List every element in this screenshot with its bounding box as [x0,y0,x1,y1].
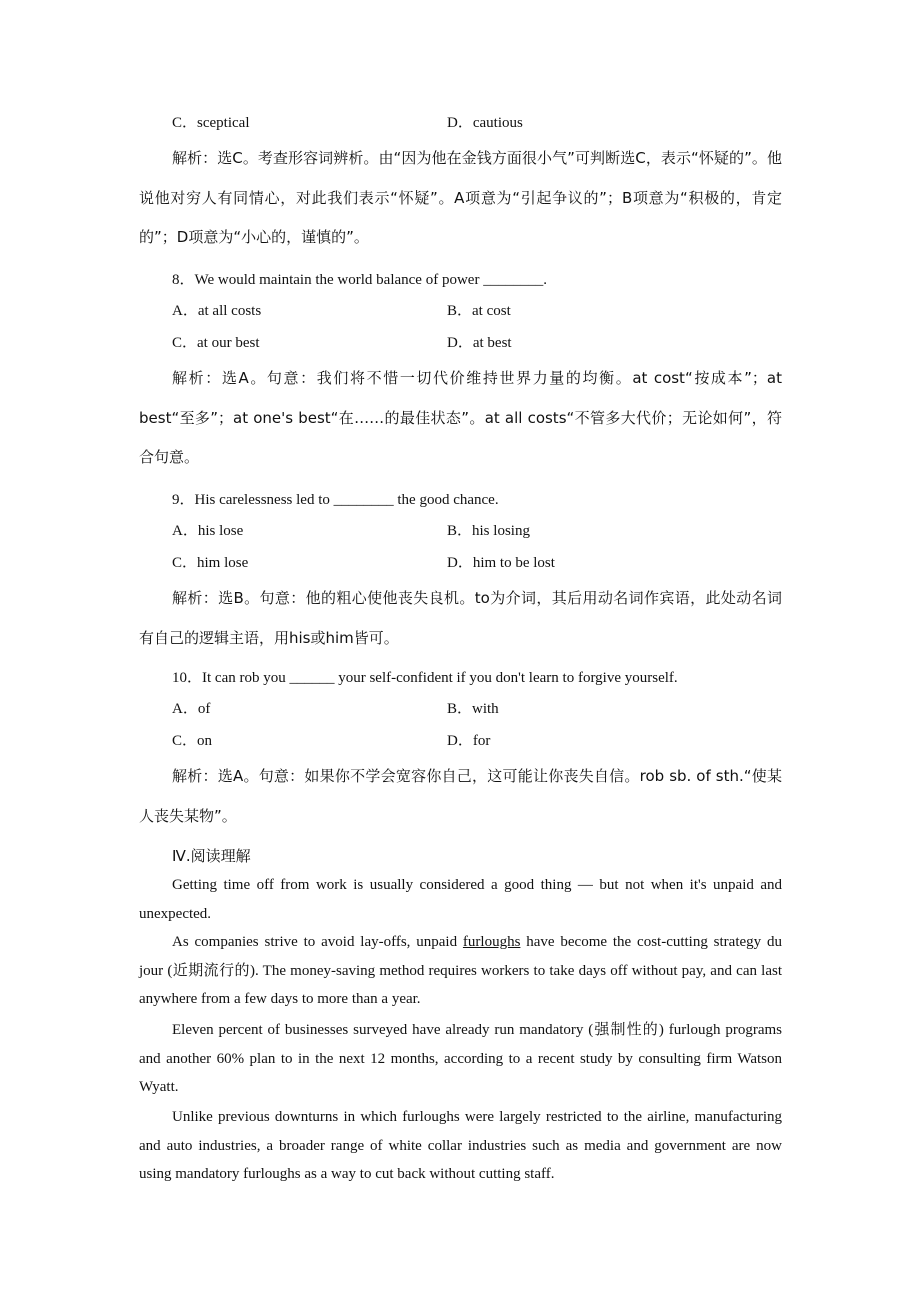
q10-option-d [447,731,490,751]
q10-analysis: 解析：选A。句意：如果你不学会宽容你自己，这可能让你丧失自信。rob sb. of sth.“使某人丧失某物”。 [139,767,782,825]
option-text: with [472,701,499,717]
option-text: at best [472,335,512,351]
option-text: on [197,733,213,749]
option-label: C． [172,555,198,571]
q8-stem: 8．We would maintain the world balance of power ________. [172,272,547,288]
q7-option-c [172,113,250,133]
q10-stem: 10．It can rob you ______ your self-confident if you don't learn to forgive yourself. [172,670,678,686]
q9-option-a [172,521,243,541]
reading-paragraph-1: Getting time off from work is usually considered a good thing — but not when it's unpaid and unexpected. [139,877,782,922]
option-label: C． [172,733,198,749]
option-text: him lose [197,555,249,571]
option-text: him to be lost [472,555,555,571]
q9-option-b [447,521,530,541]
option-text: cautious [472,115,523,131]
option-text: at our best [197,335,260,351]
option-label: C． [172,335,198,351]
q7-option-d [447,113,523,133]
q10-option-b [447,699,499,719]
option-label: B． [447,303,473,319]
option-label: D． [447,335,473,351]
q10-option-c [172,731,212,751]
option-label: C． [172,115,198,131]
underlined-word: furloughs [462,934,521,950]
q8-option-d [447,333,512,353]
text-span: As companies strive to avoid lay-offs, unpaid [172,934,463,950]
option-text: for [472,733,491,749]
q7-analysis: 解析：选C。考查形容词辨析。由“因为他在金钱方面很小气”可判断选C，表示“怀疑的”。他说他对穷人有同情心，对此我们表示“怀疑”。A项意为“引起争议的”；B项意为“积极的，肯定的”；D项意为“小心的，谨慎的”。 [139,149,782,246]
option-text: of [197,701,211,717]
option-text: at cost [472,303,511,319]
q8-option-a [172,301,261,321]
option-text: at all costs [197,303,262,319]
option-text: his lose [197,523,244,539]
option-label: D． [447,555,473,571]
q8-option-c [172,333,260,353]
option-text: his losing [472,523,530,539]
reading-paragraph-4: Unlike previous downturns in which furloughs were largely restricted to the airline, manufacturing and auto industries, a broader range of white collar industries such as media and government are now using mandatory furloughs as a way to cut back without cutting staff. [139,1109,782,1182]
option-label: B． [447,523,473,539]
option-text: sceptical [197,115,250,131]
q9-analysis: 解析：选B。句意：他的粗心使他丧失良机。to为介词，其后用动名词作宾语，此处动名词有自己的逻辑主语，用his或him皆可。 [139,589,782,647]
q9-option-d [447,553,555,573]
reading-paragraph-2 [139,928,782,1014]
q9-stem: 9．His carelessness led to ________ the good chance. [172,492,499,508]
q10-option-a [172,699,210,719]
text-span: have become the cost-cutting strategy du jour (近期流行的). The money-saving method requires workers to take days off without pay, and can last anywhere from a few days to more than a year. [139,934,782,1007]
section-heading: Ⅳ.阅读理解 [172,847,251,865]
option-label: B． [447,701,473,717]
q8-option-b [447,301,511,321]
option-label: A． [172,701,198,717]
option-label: A． [172,303,198,319]
q9-option-c [172,553,248,573]
option-label: D． [447,115,473,131]
q8-analysis: 解析：选A。句意：我们将不惜一切代价维持世界力量的均衡。at cost“按成本”；at best“至多”；at one's best“在……的最佳状态”。at all costs“不管多大代价；无论如何”，符合句意。 [139,369,782,466]
option-label: D． [447,733,473,749]
reading-paragraph-3: Eleven percent of businesses surveyed have already run mandatory (强制性的) furlough programs and another 60% plan to in the next 12 months, according to a recent study by consulting firm Watson Wyatt. [139,1022,782,1095]
option-label: A． [172,523,198,539]
